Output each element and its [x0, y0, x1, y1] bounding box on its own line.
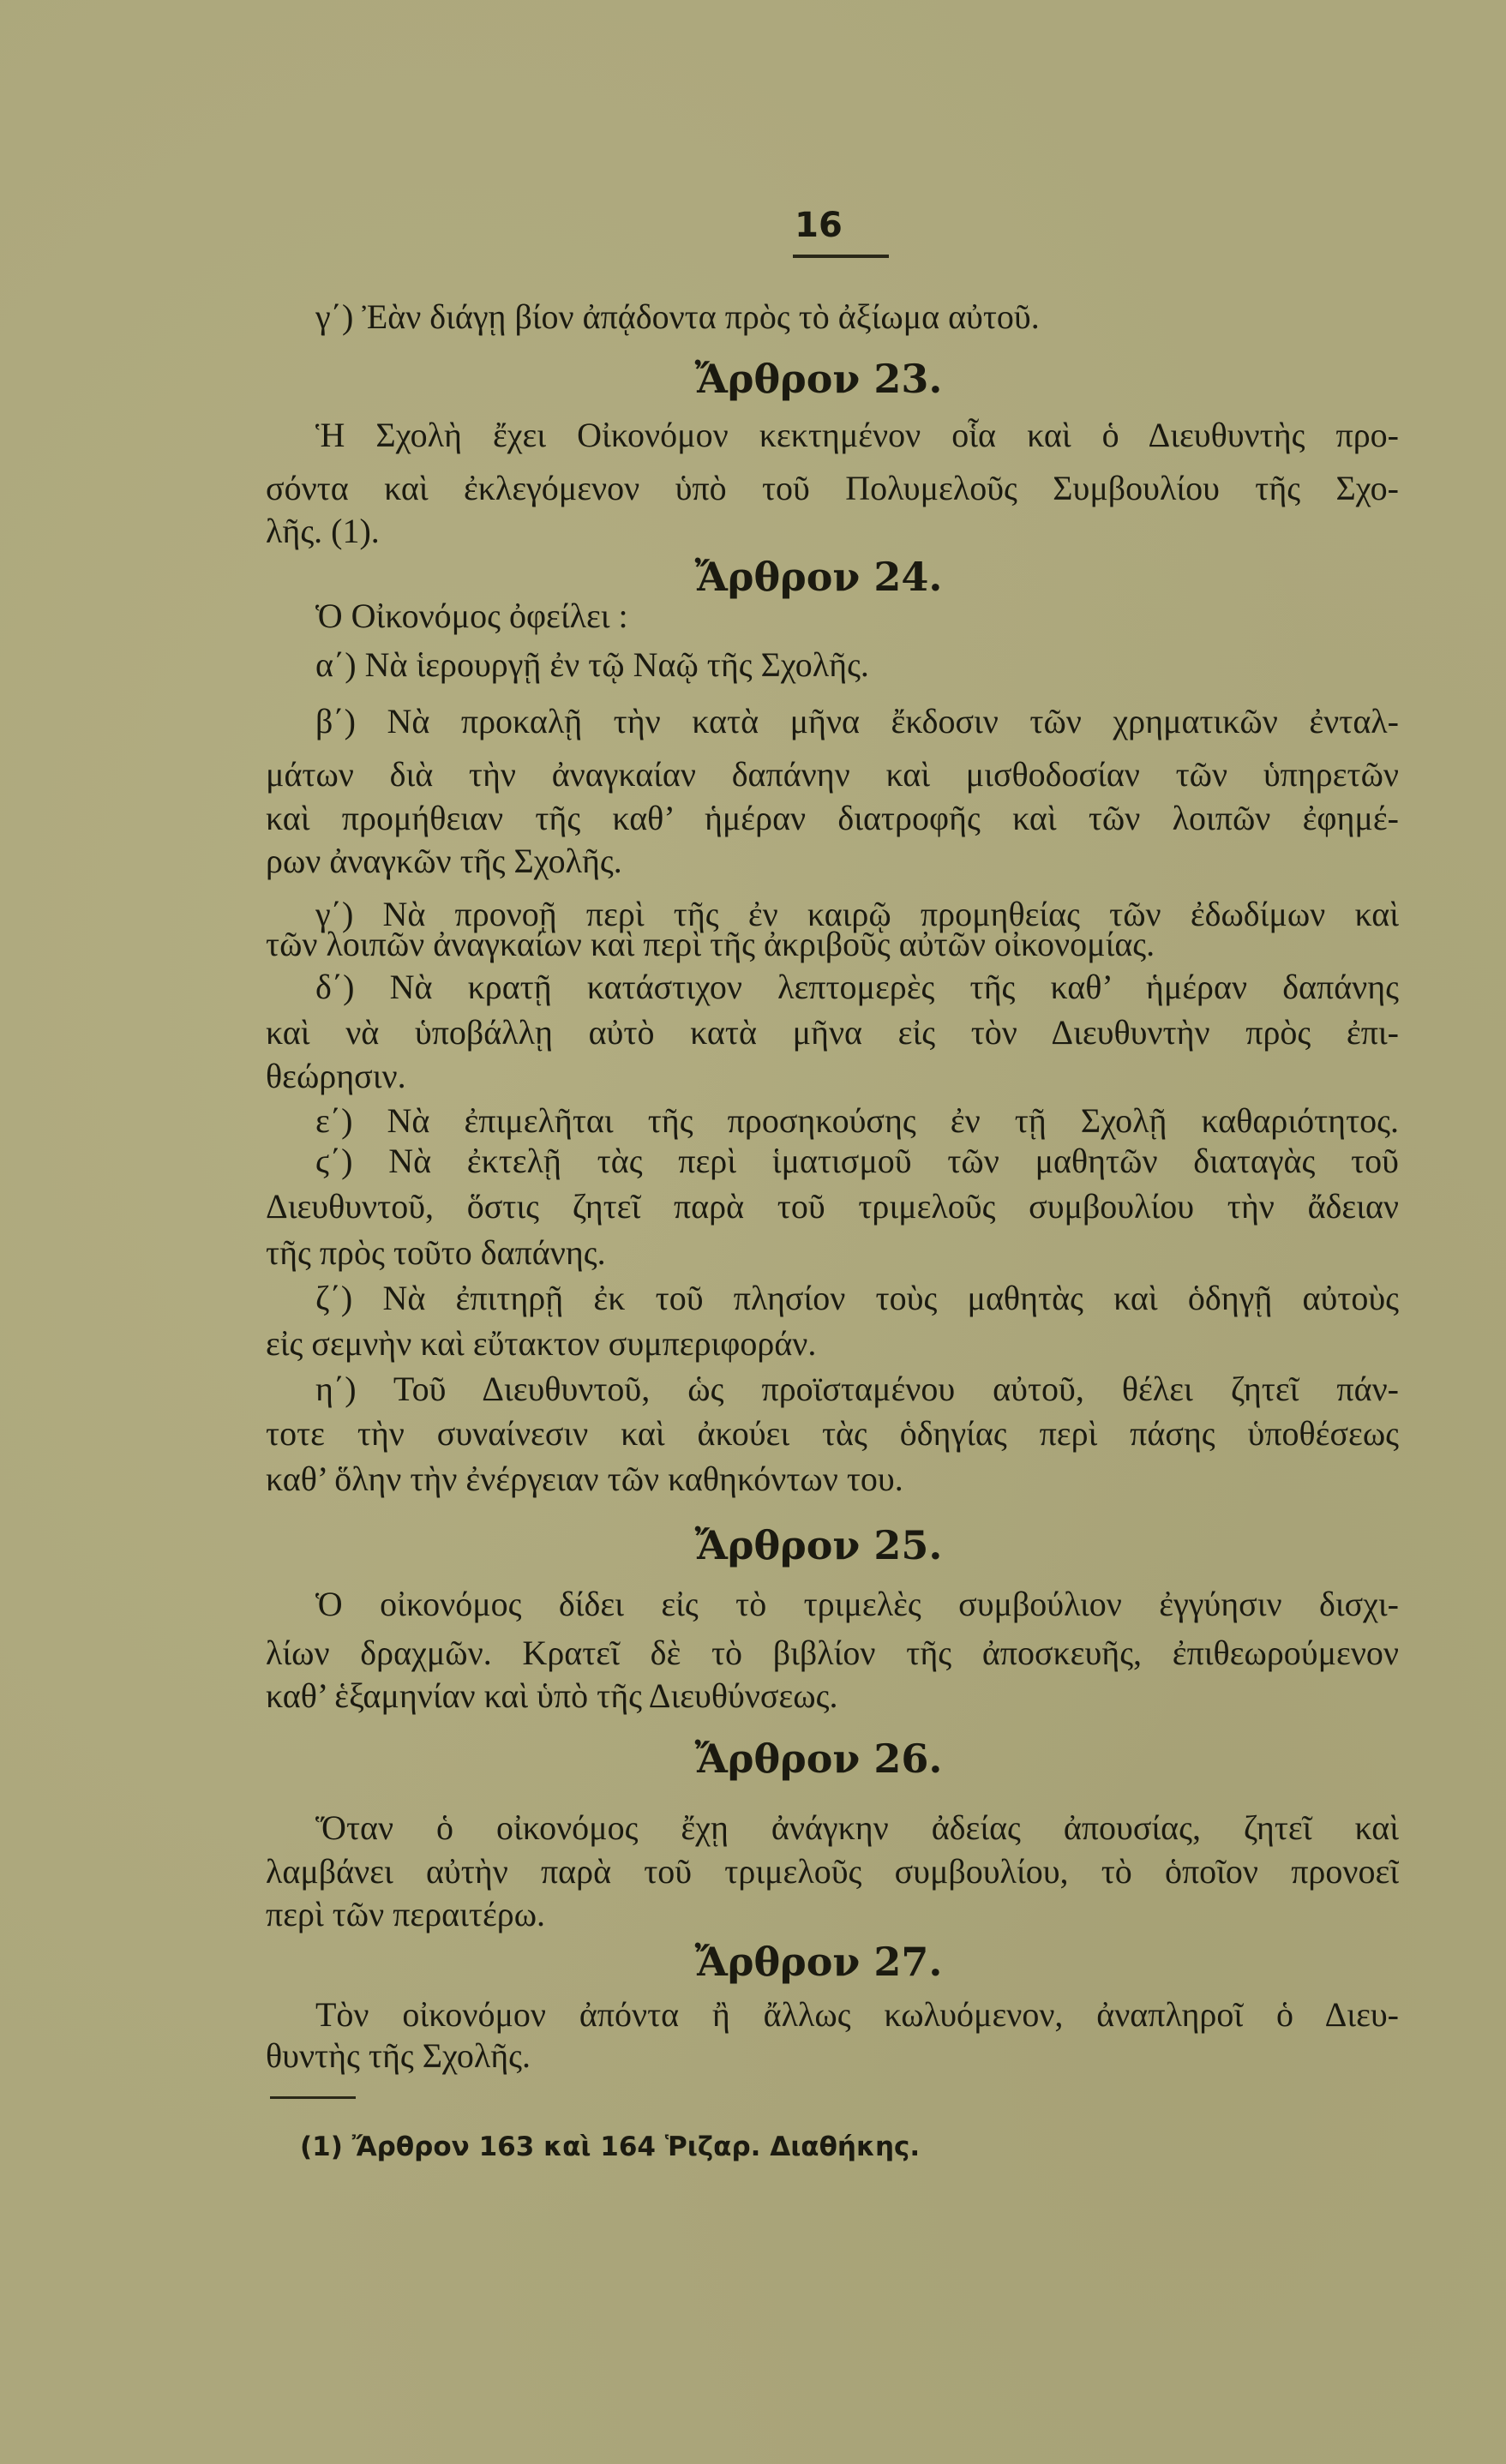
text-line: η΄) Τοῦ Διευθυντοῦ, ὡς προϊσταμένου αὐτοῦ, θέλει ζητεῖ πάν- — [315, 1370, 1399, 1408]
text-line: σόντα καὶ ἐκλεγόμενον ὑπὸ τοῦ Πολυμελοῦς Συμβουλίου τῆς Σχο- — [266, 469, 1399, 507]
article-heading: Ἄρθρον 27. — [694, 1939, 943, 1985]
text-line: τῶν λοιπῶν ἀναγκαίων καὶ περὶ τῆς ἀκριβοῦς αὐτῶν οἰκονομίας. — [266, 925, 1155, 963]
text-line: ϛ΄) Νὰ ἐκτελῇ τὰς περὶ ἱματισμοῦ τῶν μαθητῶν διαταγὰς τοῦ — [315, 1142, 1399, 1180]
page-number-rule — [793, 255, 889, 258]
text-line: Ὅταν ὁ οἰκονόμος ἔχῃ ἀνάγκην ἀδείας ἀπουσίας, ζητεῖ καὶ — [315, 1808, 1399, 1847]
text-line: ε΄) Νὰ ἐπιμελῆται τῆς προσηκούσης ἐν τῇ Σχολῇ καθαριότητος. — [315, 1101, 1399, 1140]
article-heading: Ἄρθρον 24. — [694, 554, 943, 600]
text-line: μάτων διὰ τὴν ἀναγκαίαν δαπάνην καὶ μισθοδοσίαν τῶν ὑπηρετῶν — [266, 755, 1399, 794]
text-line: εἰς σεμνὴν καὶ εὔτακτον συμπεριφοράν. — [266, 1324, 817, 1363]
text-line: λίων δραχμῶν. Κρατεῖ δὲ τὸ βιβλίον τῆς ἀποσκευῆς, ἐπιθεωρούμενον — [266, 1634, 1399, 1672]
text-line: γ΄) Ἐὰν διάγῃ βίον ἀπᾴδοντα πρὸς τὸ ἀξίωμα αὐτοῦ. — [315, 297, 1040, 336]
text-line: α΄) Νὰ ἱερουργῇ ἐν τῷ Ναῷ τῆς Σχολῆς. — [315, 645, 869, 684]
text-line: Ἡ Σχολὴ ἔχει Οἰκονόμον κεκτημένον οἷα καὶ ὁ Διευθυντὴς προ- — [315, 416, 1399, 454]
text-line: καθ’ ἑξαμηνίαν καὶ ὑπὸ τῆς Διευθύνσεως. — [266, 1676, 838, 1715]
text-line: θεώρησιν. — [266, 1057, 406, 1095]
text-line: Ὁ οἰκονόμος δίδει εἰς τὸ τριμελὲς συμβούλιον ἐγγύησιν δισχι- — [315, 1585, 1399, 1623]
text-line: γ΄) Νὰ προνοῇ περὶ τῆς ἐν καιρῷ προμηθείας τῶν ἐδωδίμων καὶ — [315, 895, 1399, 933]
text-line: ζ΄) Νὰ ἐπιτηρῇ ἐκ τοῦ πλησίον τοὺς μαθητὰς καὶ ὁδηγῇ αὐτοὺς — [315, 1279, 1399, 1317]
text-line: Διευθυντοῦ, ὅστις ζητεῖ παρὰ τοῦ τριμελοῦς συμβουλίου τὴν ἄδειαν — [266, 1187, 1399, 1226]
text-line: τοτε τὴν συναίνεσιν καὶ ἀκούει τὰς ὁδηγίας περὶ πάσης ὑποθέσεως — [266, 1414, 1399, 1453]
text-line: τῆς πρὸς τοῦτο δαπάνης. — [266, 1233, 606, 1272]
article-heading: Ἄρθρον 25. — [694, 1522, 943, 1568]
text-line: λαμβάνει αὐτὴν παρὰ τοῦ τριμελοῦς συμβουλίου, τὸ ὁποῖον προνοεῖ — [266, 1852, 1399, 1891]
text-line: λῆς. (1). — [266, 512, 380, 550]
text-line: δ΄) Νὰ κρατῇ κατάστιχον λεπτομερὲς τῆς καθ’ ἡμέραν δαπάνης — [315, 968, 1399, 1006]
footnote-rule — [270, 2096, 356, 2099]
page-number: 16 — [795, 206, 843, 245]
article-heading: Ἄρθρον 26. — [694, 1736, 943, 1782]
text-line: ρων ἀναγκῶν τῆς Σχολῆς. — [266, 842, 622, 880]
text-line: καὶ νὰ ὑποβάλλῃ αὐτὸ κατὰ μῆνα εἰς τὸν Διευθυντὴν πρὸς ἐπι- — [266, 1013, 1399, 1052]
text-line: θυντὴς τῆς Σχολῆς. — [266, 2036, 531, 2075]
text-line: καὶ προμήθειαν τῆς καθ’ ἡμέραν διατροφῆς καὶ τῶν λοιπῶν ἐφημέ- — [266, 799, 1399, 837]
footnote: (1) Ἄρθρον 163 καὶ 164 Ῥιζαρ. Διαθήκης. — [300, 2131, 921, 2162]
article-heading: Ἄρθρον 23. — [694, 356, 943, 402]
text-line: καθ’ ὅλην τὴν ἐνέργειαν τῶν καθηκόντων του. — [266, 1460, 903, 1498]
text-line: Ὁ Οἰκονόμος ὀφείλει : — [315, 597, 628, 635]
text-line: Τὸν οἰκονόμον ἀπόντα ἢ ἄλλως κωλυόμενον, ἀναπληροῖ ὁ Διευ- — [315, 1995, 1399, 2034]
text-line: περὶ τῶν περαιτέρω. — [266, 1895, 546, 1933]
text-line: β΄) Νὰ προκαλῇ τὴν κατὰ μῆνα ἔκδοσιν τῶν χρηματικῶν ἐνταλ- — [315, 702, 1399, 740]
